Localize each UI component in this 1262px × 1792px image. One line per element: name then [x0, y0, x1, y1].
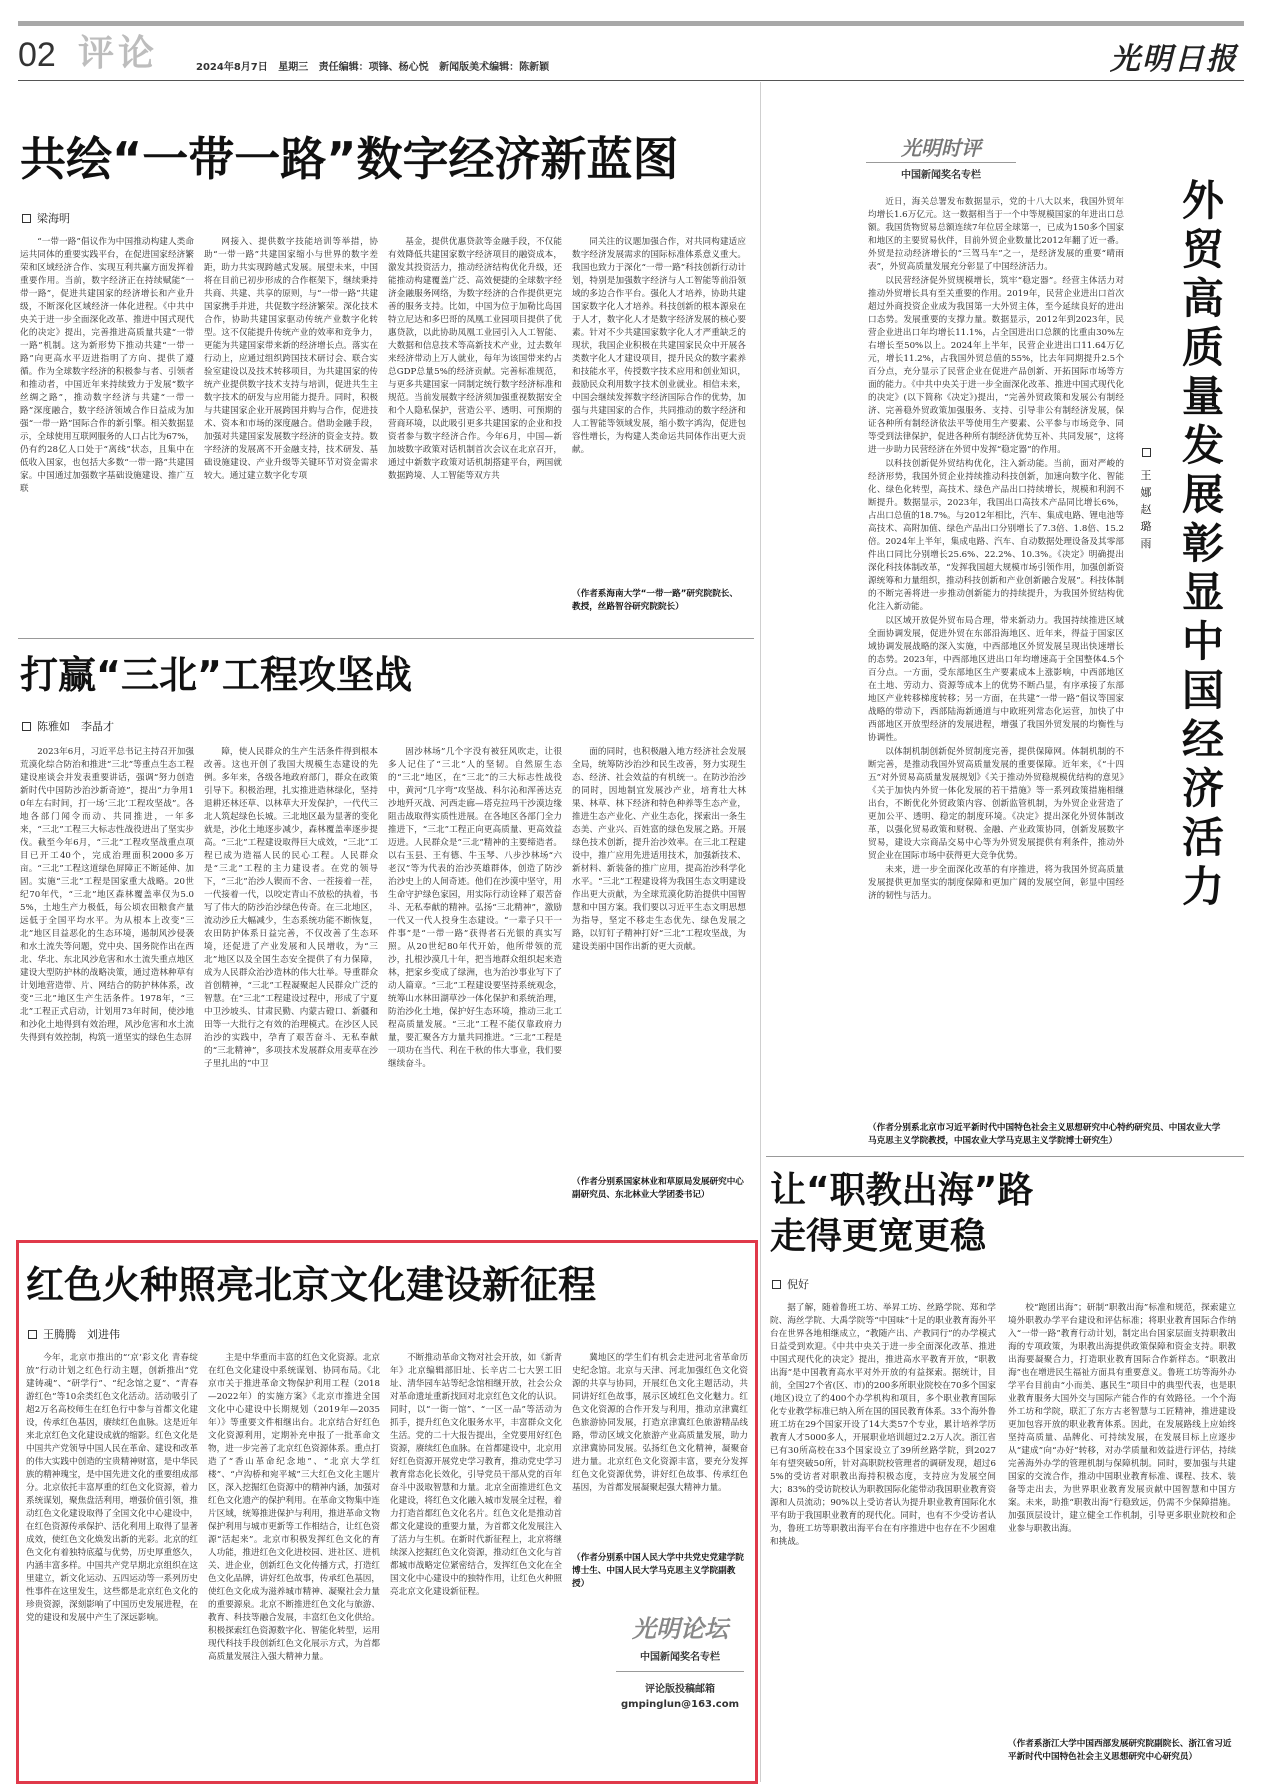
article3-byline [28, 1326, 120, 1342]
article3-author: 王腾腾 刘进伟 [43, 1328, 120, 1341]
editors: 责任编辑：项锋、杨心悦 [318, 62, 429, 73]
article4-byline [1138, 448, 1163, 552]
article1-col-1: “一带一路”倡议作为中国推动构建人类命运共同体的重要实践平台，在促进国家经济繁荣和区域经济合作、实现互利共赢方面发挥着重要作用。当前，数字经济正在持续赋能“一带一路”，促进共建国家的经济增长和产业升级，不断深化区域经济一体化进程。《中共中央关于进一步全面深化改革、推进中国式现代化的决定》提出，完善推进高质量共建“一带一路”机制。这为新形势下推动共建“一带一路”向更高水平迈进指明了方向、提供了遵循。作为全球数字经济的积极参与者、引领者和推动者，中国近年来持续致力于发展“数字丝绸之路”，推动数字经济与共建“一带一路”深度融合，数字经济领域合作日益成为加强“一带一路”国际合作的新引擎。相关数据显示，全球使用互联网服务的人口占比为67%，仍有约28亿人口处于“离线”状态，且集中在低收入国家，也包括大多数“一带一路”共建国家。中国通过加强数字基础设施建设、推广互联 [20, 237, 194, 494]
article1-byline [22, 210, 70, 226]
divider-2 [766, 1156, 1244, 1157]
article5-author: 倪好 [787, 1278, 809, 1291]
commentary-label-sub: 中国新闻奖名专栏 [901, 170, 981, 181]
forum-column-label: 光明论坛 [632, 1615, 728, 1643]
article2-col-1: 2023年6月，习近平总书记主持召开加强荒漠化综合防治和推进“三北”等重点生态工程建设座谈会并发表重要讲话，强调“努力创造新时代中国防沙治沙新奇迹”，提出“力争用10年左右时间，打一场‘三北’工程攻坚战”。各地各部门闻令而动、共同推进，一年多来，“三北”工程三大标志性战役进出了坚实步伐。截至今年6月，“三北”工程攻坚战重点项目已开工40个，完成治理面积2000多万亩。“三北”工程这道绿色屏障正不断延伸、加固。实施“三北”工程是国家重大战略。20世纪70年代，“三北”地区森林覆盖率仅为5.05%，土地生产力极低，每公顷农田粮食产量远低于全国平均水平。为从根本上改变“三北”地区目益恶化的生态环境，遏制风沙侵袭和水土流失等问题，党中央、国务院作出在西北、华北、东北风沙危害和水土流失重点地区建设大型防护林的战略决策，通过造林种草有计划地营造带、片、网结合的防护林体系，改变“三北”地区生产生活条件。1978年，“三北”工程正式启动，计划用73年时间，使沙地和沙化土地得到有效治理，风沙危害和水土流失得到有效控制，构筑一道坚实的绿色生态屏 [20, 747, 194, 1043]
byline-square-icon [1142, 448, 1151, 457]
divider-1 [18, 638, 754, 639]
article2-col-4: 面的同时，也积极融入地方经济社会发展全局，统筹防沙治沙和民生改善，努力实现生态、经济、社会效益的有机统一。在防沙治沙的同时，因地制宜发展沙产业，培育壮大林果、林草、林下经济和特色种养等生态产业，推进生态产业化、产业生态化，探索出一条生态美、产业兴、百姓富的绿色发展之路。开展绿色技术创新，提升治沙效率。在三北工程建设中，推广应用先进适用技术，加强新技术、新材料、新装备的推广应用，提高治沙科学化水平。“三北”工程建设将为我国生态文明建设作出更大贡献，为全球荒漠化防治提供中国智慧和中国方案。我们要以习近平生态文明思想为指导，坚定不移走生态优先、绿色发展之路，以钉钉子精神打好“三北”工程攻坚战，为建设美丽中国作出新的更大贡献。 [572, 747, 746, 952]
article5-byline [772, 1276, 809, 1292]
article4-title: 外贸高质量发展彰显中国经济活力 [1181, 176, 1224, 911]
article2-title: 打赢“三北”工程攻坚战 [20, 653, 412, 697]
newspaper-logo: 光明日报 [1110, 42, 1238, 77]
article5-title-line2: 走得更宽更稳 [770, 1216, 987, 1257]
article4-upper-body: 近日，海关总署发布数据显示，党的十八大以来，我国外贸年均增长1.6万亿元。这一数据相当于一个中等规模国家的年进出口总额。我国货物贸易总额连续7年位居全球第一，已成为150多个国家和地区的主要贸易伙伴，目前外贸企业数量比2012年翻了近一番。外贸是拉动经济增长的“三驾马车”之一，是经济发展的重要“晴雨表”，外贸高质量发展充分彰显了中国经济活力。 以民营经济促外贸规模增长，筑牢“稳定器”。经营主体活力对推动外贸增长具有至关重要的作用。2019年，民营企业进出口首次超过外商投资企业成为我国第一大外贸主体，至今延续良好的进出口态势。发展重要的支撑力量。数据显示，2012年到2023年，民营企业进出口年均增长11.1%，占全国进出口总额的比重由30%左右增长至50%以上。2024年上半年，民营企业进出口11.64万亿元，增长11.2%，占我国外贸总值的55%，比去年同期提升2.5个百分点，充分显示了民营企业在促进产品创新、开拓国际市场等方面的能力。《中共中央关于进一步全面深化改革、推进中国式现代化的决定》(以下简称《决定》)提出，“完善外贸政策和发展公有制经济、完善稳外贸政策加强服务、支持、引导非公有制经济发展，保证各种所有制经济依法平等使用生产要素、公平参与市场竞争、同等受到法律保护，促进各种所有制经济优势互补、共同发展”，这将进一步助力民营经济在外贸中发挥“稳定器”的作用。 以科技创新促外贸结构优化，注入新动能。当前，面对严峻的经济形势，我国外贸企业持续推动科技创新，加速向数字化、智能化、绿色化转型，高技术、绿色产品出口持续增长，规模和利润不断提升。数据显示，2023年，我国出口高技术产品同比增长6%，占出口总值的18.7%。与2012年相比，汽车、集成电路、锂电池等高技术、高附加值、绿色产品出口分别增长了7.3倍、1.8倍、15.2倍。2024年上半年，集成电路、汽车、自动数据处理设备及其零部件出口同比分别增长25.6%、22.2%、10.3%。《决定》明确提出深化科技体制改革，“发挥我国超大规模市场引领作用，加强创新资源统筹和力量组织，推动科技创新和产业创新融合发展”。科技体制的不断完善将进一步推动创新能力的持续提升，为我国外贸结构优化注入新动能。 以区域开放促外贸布局合理，带来新动力。我国持续推进区域全面协调发展，促进外贸在东部沿海地区、近年来，得益于国家区域协调发展战略的深入实施，中西部地区外贸发展呈现出快速增长的态势。2023年，中西部地区进出口年均增速高于全国整体4.5个百分点。一方面，受东部地区生产要素成本上涨影响，中西部地区在土地、劳动力、资源等成本上的优势不断凸显，有序承接了东部地区产业转移梯度转移；另一方面，在共建“一带一路”倡议等国家战略的带动下，西部陆海新通道与中欧班列常态化运营，加快了中西部地区开放型经济的发展进程，增强了我国外贸发展的均衡性与协调性。 以体制机制创新促外贸制度完善，提供保障网。体制机制的不断完善，是推动我国外贸高质量发展的重要保障。近年来，《“十四五”对外贸易高质量发展规划》《关于推动外贸稳规模优结构的意见》《关于加快内外贸一体化发展的若干措施》等一系列政策措施相继出台，不断优化外贸政策内容、创新监管机制，为外贸企业营造了更加公平、透明、稳定的制度环境。《决定》提出深化外贸体制改革，以强化贸易政策和财税、金融、产业政策协同，创新发展数字贸易，建设大宗商品交易中心等为外贸发展提供有利条件，推动外贸企业在国际市场中获得更大竞争优势。 未来，进一步全面深化改革的有序推进，将为我国外贸高质量发展提供更加坚实的制度保障和更加广阔的发展空间，彰显中国经济的韧性与活力。 [868, 197, 1124, 901]
article3-col-3: 不断推动革命文物对社会开放，如《新青年》北京编辑部旧址、长辛店二七大罢工旧址、清华园车站等纪念馆相继开放，社会公众对革命遗址重新找回对北京红色文化的认识。同时，以“一街一馆”、“一区一品”等活动为抓手，提升红色文化服务水平，丰富群众文化生活。党的二十大报告提出，全党要用好红色资源，赓续红色血脉。在首都建设中，北京用好红色资源开展党史学习教育，推动党史学习教育常态化长效化，引导党员干部从党的百年奋斗中汲取智慧和力量。北京全面推进红色文化建设，将红色文化融入城市发展全过程，着力打造首都红色文化名片。红色文化是推动首都文化建设的重要力量，为首都文化发展注入了活力与生机。在新时代新征程上，北京将继续深入挖掘红色文化资源，推动红色文化与首都城市战略定位紧密结合，发挥红色文化在全国文化中心建设中的独特作用，让红色火种照亮北京文化建设新征程。 [390, 1353, 562, 1597]
article1-col-3: 基金，提供优惠贷款等金融手段，不仅能有效降低共建国家数字经济项目的融资成本，激发其投资活力，推动经济结构优化升级，还能推动构建覆盖广泛、高效便捷的全球数字经济金融服务网络，为数字经济的合作提供更完善的服务支持。比如，中国为位于加勒比岛国特立尼达和多巴哥的凤凰工业园项目提供了优惠贷款，以此协助凤凰工业园引入人工智能、大数据和信息技术等高新技术产业，过去数年来经济带动上万人就业，每年为该国带来约占总GDP总量5%的经济贡献。完善标准规范，与更多共建国家一同制定统行数字经济标准和规范。当前发展数字经济须加强重视数据安全和个人隐私保护，营造公平、透明、可预期的营商环境，以此吸引更多共建国家的企业和投资者参与数字经济合作。今年6月，中国—新加坡数字政策对话机制首次会议在北京召开，通过中新数字政策对话机制搭建平台，两国就数据跨境、人工智能等双方共 [388, 237, 562, 481]
article1-author: 梁海明 [37, 212, 70, 225]
article2-col-2: 障，使人民群众的生产生活条件得到根本改善。这也开创了我国大规模生态建设的先例。多年来，各级各地政府部门，群众在政策引导下。积极治理，扎实推进造林绿化，坚持退耕还林还草、以林草大开发保护，一代代三北人筑起绿色长城。三北地区最为显著的变化就是，沙化土地逐步减少，森林覆盖率逐步提高。“三北”工程建设取得巨大成效，“三北”工程已成为造福人民的民心工程。人民群众是“三北”工程的主力建设者。在党的领导下，“三北”治沙人锲而不舍、一茬接着一茬，一代接着一代，以咬定青山不放松的执着，书写了伟大的防沙治沙绿色传奇。在三北地区，流动沙丘大幅减少，生态系统功能不断恢复，农田防护体系日益完善，不仅改善了生态环境，还促进了产业发展和人民增收，为“三北”地区以及全国生态安全提供了有力保障，成为人民群众治沙造林的伟大壮举。导重群众首创精神，“三北”工程凝聚起人民群众广泛的智慧。在“三北”工程建设过程中，形成了宁夏中卫沙坡头、甘肃民勤、内蒙古磴口、新疆和田等一大批行之有效的治理模式。在沙区人民治沙的实践中，孕育了艰苦奋斗、无私奉献的“三北精神”，多项技术发展群众用麦草在沙子里扎出的“中卫 [204, 747, 378, 1069]
byline-square-icon [772, 1280, 781, 1289]
byline-square-icon [22, 722, 31, 731]
article5-col-2: 校“跑团出海”；研制“职教出海”标准和规范，探索建立境外职教办学平台建设和评估标准；将职业教育国际合作纳入“一带一路”教育行动计划，制定出台国家层面支持职教出海的专项政策，为职教出海提供政策保障和资金支持。职教出海要凝聚合力，打造职业教育国际合作新样态。“职教出海”也在增进民生福祉方面具有重要意义。鲁班工坊等海外办学平台目前由“小而美、惠民生”项目中的典型代表，也是职业教育服务大国外交与国际产能合作的有效路径。一个个海外工坊和学院，联汇了东方古老智慧与工匠精神，推进建设更加包容开放的职业教育体系。因此，在发展路线上应始终坚持高质量、品牌化、可持续发展，在发展目标上应逐步从“建成”向“办好”转移，对办学质量和效益进行评估，持续完善海外办学的管理机制与保障机制。同时，要加强与共建国家的交流合作，推动中国职业教育标准、课程、技术、装备等走出去，为世界职业教育发展贡献中国智慧和中国方案。未来，助推“职教出海”行稳致远，仍需不少保障措施。加强顶层设计，建立健全工作机制，引导更多职业院校和企业参与职教出海。 [1008, 1303, 1236, 1534]
article3-col-4: 冀地区的学生们有机会走进河北省革命历史纪念馆。北京与天津、河北加强红色文化资源的共享与协同，开展红色文化主题活动，共同讲好红色故事，展示区域红色文化魅力。红色文化资源的合作开发与利用，推动京津冀红色旅游协同发展，打造京津冀红色旅游精品线路，带动区域文化旅游产业高质量发展，助力京津冀协同发展。弘扬红色文化精神，凝聚奋进力量。北京红色文化资源丰富，要充分发挥红色文化资源优势，讲好红色故事、传承红色基因，为首都发展凝聚起强大精神力量。 [572, 1353, 748, 1493]
right-section-divider [760, 82, 761, 1782]
byline-square-icon [22, 214, 31, 223]
article2-author-note: （作者分别系国家林业和草原局发展研究中心副研究员、东北林业大学团委书记） [572, 1177, 744, 1200]
page-number: 02 [18, 36, 56, 74]
article1-col-4: 同关注的议题加强合作，对共同构建适应数字经济发展需求的国际标准体系意义重大。我国也致力于深化“一带一路”科技创新行动计划，特别是加强数字经济与人工智能等前沿领域的多边合作平台。强化人才培养，协助共建国家数字化人才培养。科技创新的根本源泉在于人才，数字化人才是数字经济发展的核心要素。针对不少共建国家数字化人才严重缺乏的现状，我国企业积极在共建国家民众中开展各类数字化人才建设项目，提升民众的数字素养和技能水平，传授数字技术应用和创业知识，鼓励民众利用数字技术创业就业。相信未来，中国会继续发挥数字经济国际合作的优势，加强与共建国家的合作，共同推动的数字经济和人工智能等领域发展，缩小数字鸿沟，促进包容性增长，为构建人类命运共同体作出更大贡献。 [572, 237, 746, 455]
issue-weekday: 星期三 [278, 62, 309, 73]
section-name: 评论 [78, 33, 159, 74]
article1-title: 共绘“一带一路”数字经济新蓝图 [20, 132, 679, 186]
article5-col-1: 据了解，随着鲁班工坊、举昇工坊、丝路学院、郑和学院、海丝学院、大禹学院等“中国味”十足的职业教育海外平台在世界各地相继成立，“教随产出、产教同行”的办学模式日益受到欢迎。《中共中央关于进一步全面深化改革、推进中国式现代化的决定》提出，推进高水平教育开放，“职教出海”是中国教育高水平对外开放的有益探索。据统计，目前，全国27个省(区、市)的200多所职业院校在70多个国家(地区)设立了约400个办学机构和项目，多个职业教育国际化专业教学标准已纳入所在国的国民教育体系。33个海外鲁班工坊在29个国家开设了14大类57个专业，累计培养学历教育人才5000多人，开展职业培训超过2.2万人次。浙江省已有30所高校在33个国家设立了39所丝路学院，到2027年有望突破50所，针对高职院校管理者的调研发现，超过65%的受访者对职教出海持积极态度，支持应为发展空间大；83%的受访院校认为职教国际化能带动我国职业教育资源和人员流动；90%以上受访者认为提升职业教育国际化水平有助于我国职业教育的现代化。同时，也有不少受访者认为，鲁班工坊等职教出海平台在有序推进中也存在不少困难和挑战。 [770, 1303, 996, 1547]
article3-col-2: 主是中华重而丰富的红色文化资源。北京在红色文化建设中系统谋划、协同布局。《北京市关于推进革命文物保护利用工程（2018—2022年）的实施方案》《北京市推进全国文化中心建设中长期规划（2019年—2035年）》等重要文件相继出台。北京结合好红色文化资源利用，定期补充申报了一批革命文物，进一步完善了北京红色资源体系。重点打造了“香山革命纪念地”、“北京大学红楼”、“卢沟桥和宛平城”三大红色文化主题片区，深入挖掘红色资源中的精神内涵，加强对红色文化遗产的保护利用。在革命文物集中连片区域，统筹推进保护与利用，推进革命文物保护利用与城市更新等工作相结合，让红色资源“活起来”。北京市积极发挥红色文化的育人功能，推进红色文化进校园、进社区、进机关、进企业，创新红色文化传播方式，打造红色文化品牌，讲好红色故事，传承红色基因，使红色文化成为滋养城市精神、凝聚社会力量的重要源泉。北京不断推进红色文化与旅游、教育、科技等融合发展，丰富红色文化供给。积极探索红色资源数字化、智能化转型，运用现代科技手段创新红色文化展示方式，为首都高质量发展注入强大精神力量。 [208, 1353, 380, 1662]
article2-author: 陈雅如 李晶才 [37, 720, 114, 733]
article4-author: 王娜 赵璐雨 [1140, 469, 1163, 550]
article3-title: 红色火种照亮北京文化建设新征程 [26, 1263, 597, 1307]
commentary-column-tag [866, 136, 1016, 181]
article4-author-note: （作者分别系北京市习近平新时代中国特色社会主义思想研究中心特约研究员、中国农业大学马克思主义学院教授，中国农业大学马克思主义学院博士研究生） [868, 1123, 1221, 1146]
forum-column-box [610, 1614, 750, 1732]
article3-author-note: （作者分别系中国人民大学中共党史党建学院博士生、中国人民大学马克思主义学院副教授） [572, 1553, 744, 1589]
article5-author-note: （作者系浙江大学中国西部发展研究院副院长、浙江省习近平新时代中国特色社会主义思想研究中心研究员） [1008, 1739, 1232, 1762]
submission-label: 评论版投稿邮箱 [645, 1684, 715, 1695]
byline-square-icon [28, 1330, 37, 1339]
commentary-label: 光明时评 [866, 136, 1016, 163]
issue-date: 2024年8月7日 [196, 62, 268, 73]
masthead-info [196, 58, 549, 73]
article1-col-2: 网接入、提供数字技能培训等举措，协助“一带一路”共建国家缩小与世界的数字差距，助力共实现跨越式发展。展望未来，中国将在目前已初步形成的合作框架下，继续秉持共商、共建、共享的原则，与“一带一路”共建国家携手并进，共促数字经济繁荣。深化技术合作，协助共建国家驱动传统产业数字化转型。这不仅能提升传统产业的效率和竞争力，更能为共建国家带来新的经济增长点。落实在行动上，应通过组织跨国技术研讨会、联合实验室建设以及技术转移项目，为共建国家的传统产业提供数字技术支持与培训，促进共生主数字技术的研发与应用能力提升。同时，积极与共建国家企业开展跨国并购与合作，促进技术、资本和市场的深度融合。借助金融手段，加强对共建国家发展数字经济的资金支持。数字经济的发展离不开金融支持，技术研发、基础设施建设、产业升级等关键环节对资金需求较大。通过建立数字化专项 [204, 237, 378, 481]
art-editor: 新闻版美术编辑：陈新颖 [439, 62, 550, 73]
article1-author-note: （作者系海南大学“一带一路”研究院院长、教授，丝路智谷研究院院长） [572, 589, 738, 612]
article2-byline [22, 718, 114, 734]
forum-box-rule [616, 1671, 744, 1672]
masthead-top-bar [18, 21, 1244, 26]
article3-col-1: 今年，北京市推出的“‘京’彩文化 青春绽放”行动计划之红色行动主题，创新推出“党建铸魂”、“研学行”、“纪念馆之夏”、“青春游红色”等10余类红色文化活动。活动吸引了超2万名高校师生在红色行中参与首都文化建设，传承红色基因，赓续红色血脉。这是近年来北京红色文化建设成就的缩影。红色文化是中国共产党领导中国人民在革命、建设和改革的伟大实践中创造的宝贵精神财富，是中华民族的精神瑰宝，是中国先进文化的重要组成部分。北京依托丰富厚重的红色文化资源，着力系统谋划，聚焦盘活利用，增强价值引领，推动红色文化建设取得了全国文化中心建设中，在红色资源传承保护、活化利用上取得了显著成效，使红色文化焕发出新的光彩。北京的红色文化有着独特底蕴与优势，历史厚重悠久，内涵丰富多样。中国共产党早期北京组织在这里建立，新文化运动、五四运动等一系列历史性事件在这里发生，这些都是北京红色文化的珍贵资源，深刻影响了中国历史发展进程，在党的建设和发展中产生了深远影响。 [26, 1353, 198, 1623]
article5-title-line1: 让“职教出海”路 [770, 1170, 1034, 1211]
submission-email: gmpinglun@163.com [621, 1699, 739, 1710]
forum-column-sub: 中国新闻奖名专栏 [640, 1652, 720, 1663]
article2-col-3: 固沙林场”几个字没有被狂风吹走，让很多人记住了“三北”人的坚韧。自然原生态的“三北”地区，在“三北”的三大标志性战役中，黄河“几字弯”攻坚战、科尔沁和浑善达克沙地歼灭战、河西走廊—塔克拉玛干沙漠边缘阻击战取得实质性进展。在各地区各部门全力推进下，“三北”工程正向更高质量、更高效益迈进。人民群众是“三北”精神的主要缔造者。以右玉县、王有德、牛玉琴、八步沙林场“六老汉”等为代表的治沙英雄群体，创造了防沙治沙史上的人间奇迹。他们在沙漠中坚守，用生命守护绿色家园，用实际行动诠释了艰苦奋斗、无私奉献的精神。弘扬“三北精神”，激励一代又一代人投身生态建设。“一辈子只干一件事”是“一带一路”获得者石光银的真实写照。从20世纪80年代开始，他所带领的荒沙，扎根沙漠几十年，把当地群众组织起来造林，把家乡变成了绿洲，也为治沙事业写下了动人篇章。“三北”工程建设要坚持系统观念，统筹山水林田湖草沙一体化保护和系统治理，防治沙化土地，保护好生态环境，推动三北工程高质量发展。“三北”工程不能仅靠政府力量，要汇聚各方力量共同推进。“三北”工程是一项功在当代、利在千秋的伟大事业，我们要继续奋斗。 [388, 747, 562, 1069]
masthead-bottom-rule [18, 80, 1244, 81]
